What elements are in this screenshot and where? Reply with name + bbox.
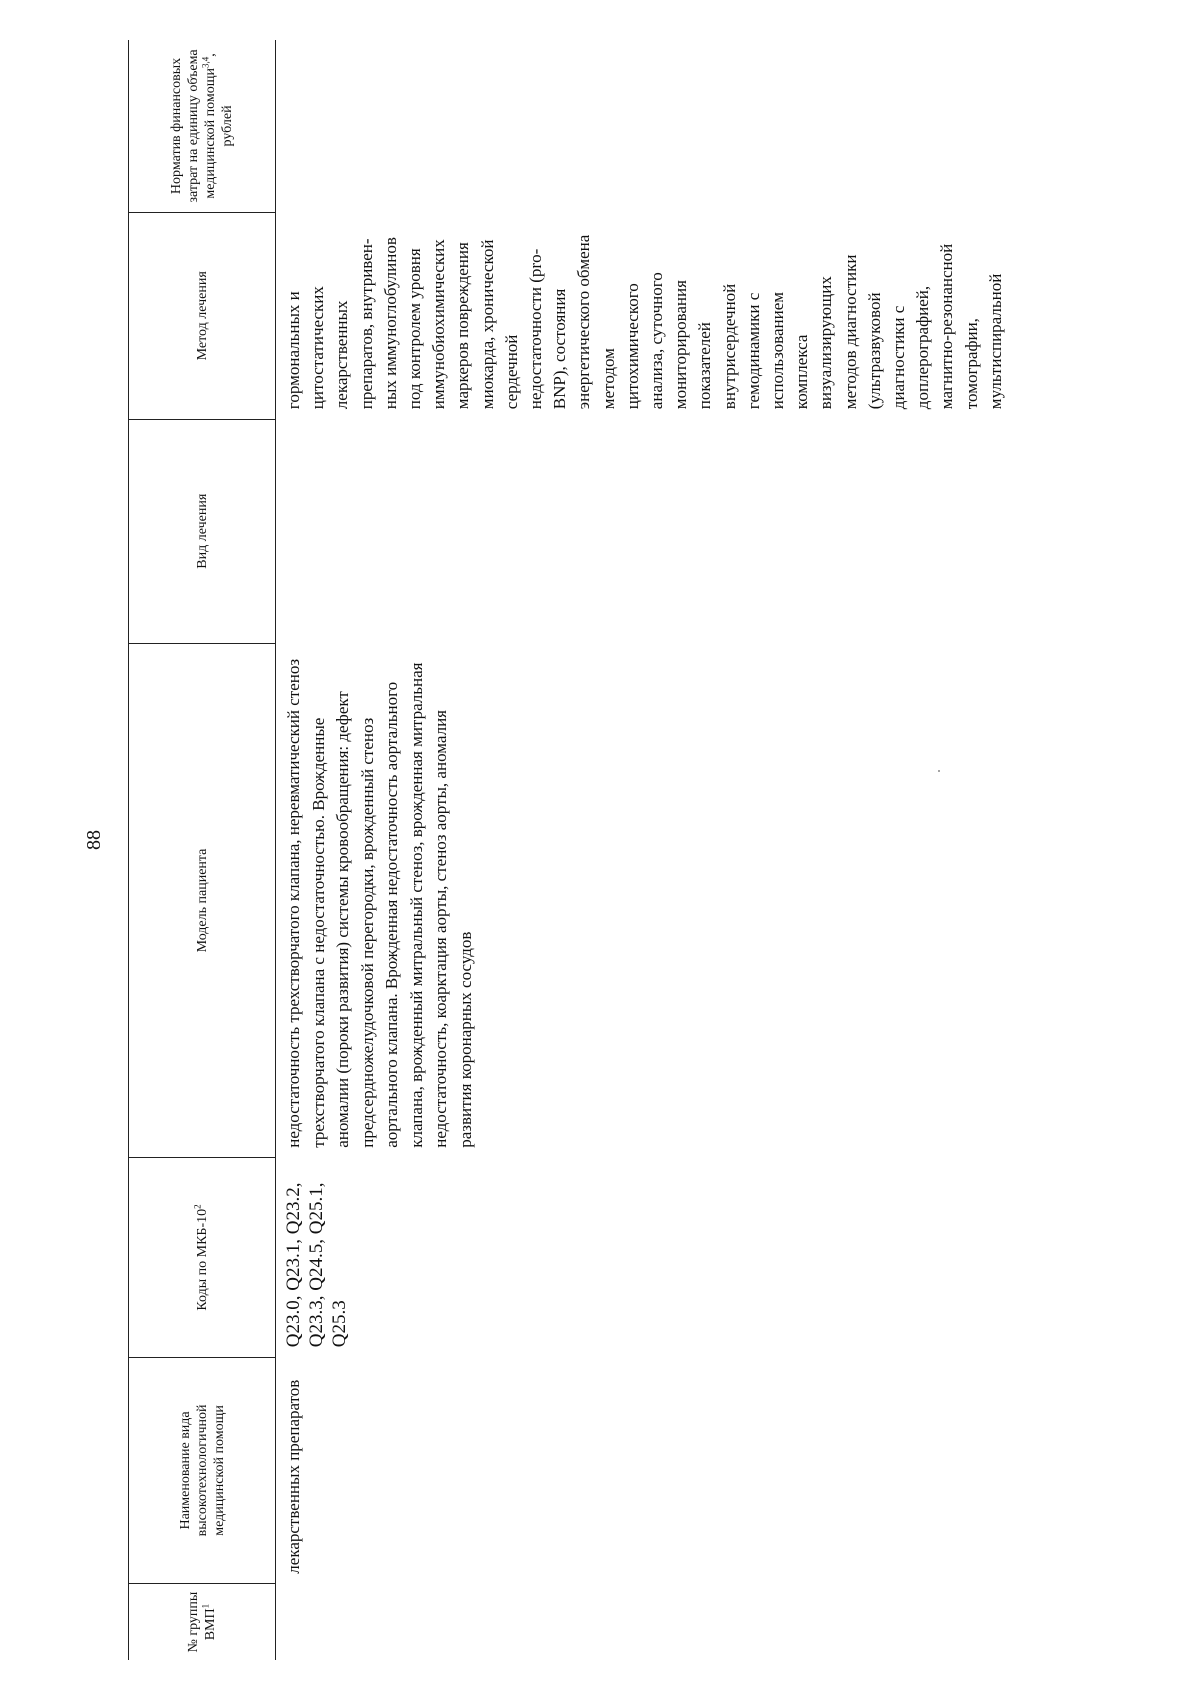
cell-treatment-method: гормональных и цитостатических лекарственных препаратов, внутривен-ных иммуноглобулинов под контролем уровня иммунобиохимических маркеров повреждения миокарда, хронической сердечной недостаточности (pro-BNP), состояния энергетического обмена методом цитохимического анализа, суточного мониторирования показателей внутрисердечной гемодинамики с использованием комплекса визуализирующих методов диагностики (ультразвуковой диагностики с доплерографией, магнитно-резонансной томографии, мультиспиральной (284, 234, 1005, 410)
header-cost-standard: Норматив финансовых затрат на единицу объема медицинской помощи$^{3,4}$, рублей (129, 40, 276, 212)
cell-cost-standard (276, 40, 1015, 212)
header-vmp-name: Наименование вида высокотехнологичной медицинской помощи (129, 1357, 276, 1584)
scan-speck (938, 770, 940, 772)
cell-treatment-type (276, 419, 1015, 643)
cell-group-number (276, 1584, 1015, 1660)
cell-vmp-name: лекарственных препаратов (284, 1379, 303, 1574)
header-group-number: № группы ВМП$^1$ (129, 1584, 276, 1660)
header-treatment-type: Вид лечения (129, 419, 276, 643)
page-number: 88 (83, 830, 105, 850)
vmp-table (128, 40, 1014, 1660)
cell-icd-codes: Q23.0, Q23.1, Q23.2, Q23.3, Q24.5, Q25.1, Q25.3 (283, 1182, 350, 1348)
table-row (276, 40, 1015, 1660)
rotated-table-sheet (128, 40, 1168, 1660)
cell-patient-model: недостаточность трехстворчатого клапана, неревматический стеноз трехстворчатого клапана с недостаточностью. Врожденные аномалии (пороки развития) системы кровообращения: дефект предсердножелудочковой перегородки, врожденный стеноз аортального клапана. Врожденная недостаточность аортального клапана, врожденный митральный стеноз, врожденная митральная недостаточность, коарктация аорты, стеноз аорты, аномалия развития коронарных сосудов (284, 658, 475, 1148)
header-patient-model: Модель пациента (129, 643, 276, 1158)
header-treatment-method: Метод лечения (129, 212, 276, 419)
header-icd-codes: Коды по МКБ-$10^2$ (129, 1158, 276, 1357)
table-header-row (129, 40, 276, 1660)
